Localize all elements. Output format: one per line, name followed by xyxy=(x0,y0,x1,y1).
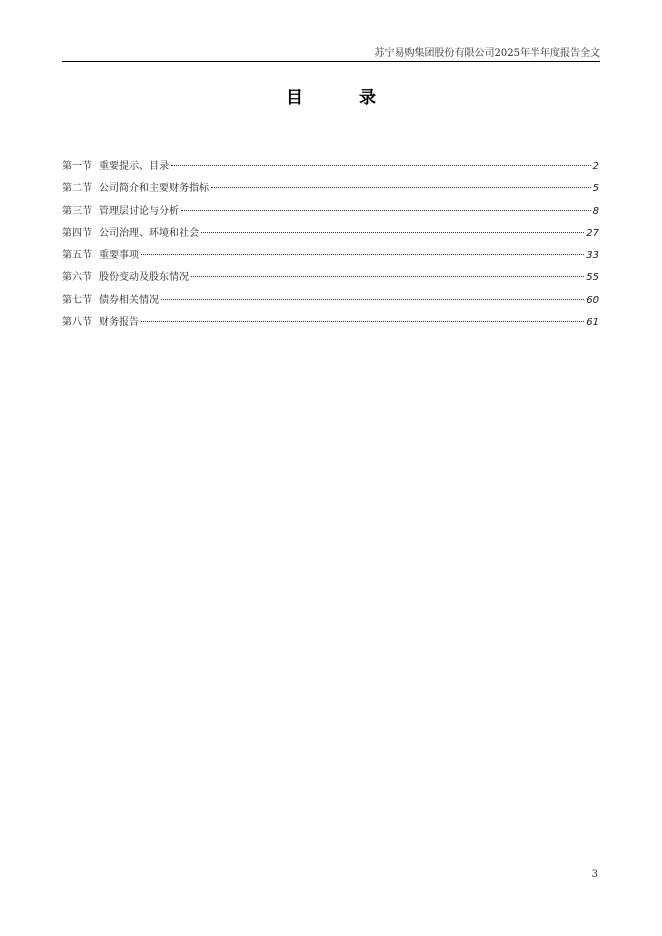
toc-section-name: 重要提示、目录 xyxy=(99,161,169,172)
toc-page-number: 2 xyxy=(592,161,599,172)
toc-entry[interactable] xyxy=(62,269,599,291)
page-number: 3 xyxy=(591,869,598,880)
dot-leader xyxy=(211,187,591,188)
toc-page-number: 61 xyxy=(586,317,599,329)
toc-section-name: 股份变动及股东情况 xyxy=(99,272,189,284)
toc-section-name: 公司治理、环境和社会 xyxy=(99,227,199,239)
toc-section-number: 第二节 xyxy=(62,183,92,195)
toc-section-number: 第三节 xyxy=(62,205,92,217)
toc-page-number: 60 xyxy=(586,294,599,306)
dot-leader xyxy=(201,232,584,233)
toc-entry[interactable] xyxy=(62,180,599,202)
toc-entry[interactable] xyxy=(62,247,599,269)
toc-page-number: 8 xyxy=(592,205,599,217)
table-of-contents xyxy=(62,158,599,336)
toc-entry[interactable] xyxy=(62,158,599,180)
toc-title xyxy=(0,87,662,109)
toc-section-number: 第八节 xyxy=(62,317,92,329)
toc-section-number: 第四节 xyxy=(62,227,92,239)
toc-entry[interactable] xyxy=(62,292,599,314)
toc-page-number: 5 xyxy=(592,183,599,195)
toc-entry[interactable] xyxy=(62,225,599,247)
dot-leader xyxy=(171,165,591,166)
toc-page-number: 33 xyxy=(586,250,599,262)
dot-leader xyxy=(191,276,584,277)
toc-section-name: 财务报告 xyxy=(99,317,139,329)
toc-entry[interactable] xyxy=(62,203,599,225)
toc-page-number: 55 xyxy=(586,272,599,284)
dot-leader xyxy=(161,299,584,300)
toc-page-number: 27 xyxy=(586,227,599,239)
dot-leader xyxy=(141,321,584,322)
toc-section-name: 公司简介和主要财务指标 xyxy=(99,183,209,195)
toc-section-number: 第五节 xyxy=(62,250,92,262)
toc-title-left: 目 xyxy=(286,88,303,108)
header-rule xyxy=(62,61,600,62)
toc-section-name: 管理层讨论与分析 xyxy=(99,205,179,217)
running-header: 苏宁易购集团股份有限公司2025年半年度报告全文 xyxy=(374,48,600,59)
toc-section-name: 债券相关情况 xyxy=(99,294,159,306)
toc-section-number: 第七节 xyxy=(62,294,92,306)
toc-entry[interactable] xyxy=(62,314,599,336)
toc-section-number: 第六节 xyxy=(62,272,92,284)
dot-leader xyxy=(141,254,584,255)
toc-section-number: 第一节 xyxy=(62,161,92,172)
dot-leader xyxy=(181,210,591,211)
toc-title-right: 录 xyxy=(359,88,376,108)
toc-section-name: 重要事项 xyxy=(99,250,139,262)
